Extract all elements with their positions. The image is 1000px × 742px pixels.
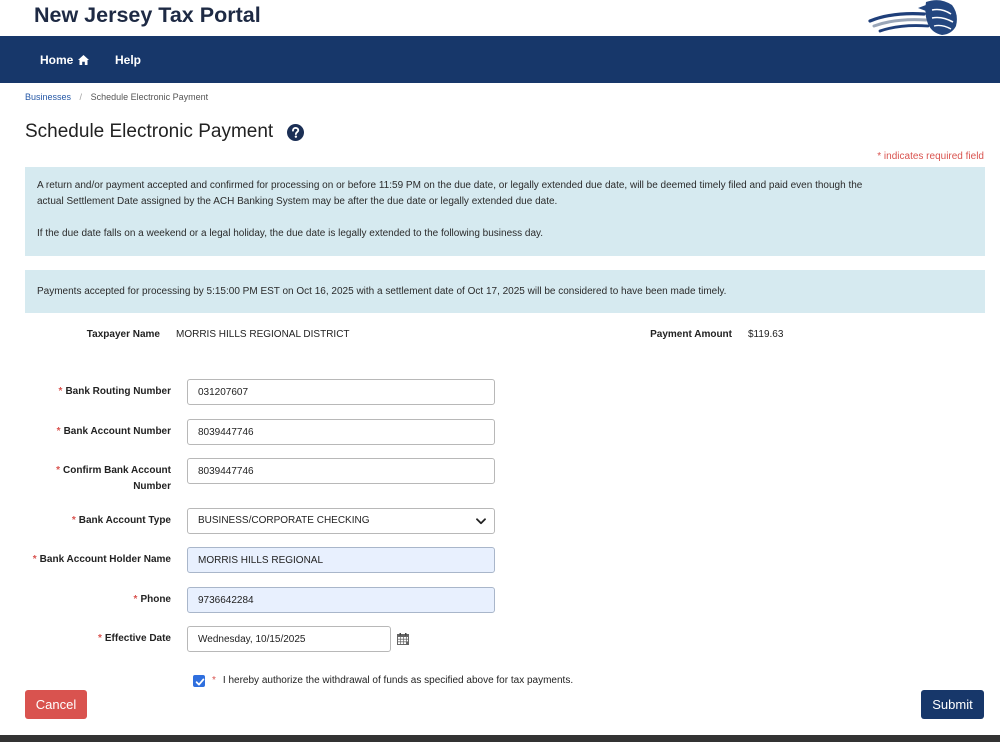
routing-number-label bbox=[25, 379, 171, 400]
field-label-text: Phone bbox=[140, 594, 171, 605]
account-type-label bbox=[25, 508, 171, 529]
field-label-text: Bank Routing Number bbox=[65, 386, 171, 397]
breadcrumb-current: Schedule Electronic Payment bbox=[90, 92, 209, 102]
nav-home-label: Home bbox=[40, 52, 74, 67]
taxpayer-name-label: Taxpayer Name bbox=[86, 329, 160, 340]
chevron-down-icon bbox=[476, 518, 486, 525]
payment-amount-label: Payment Amount bbox=[650, 329, 732, 340]
authorize-checkbox[interactable] bbox=[193, 675, 205, 687]
phone-row bbox=[25, 587, 495, 613]
timely-filing-notice bbox=[25, 167, 985, 256]
required-marker: * bbox=[133, 594, 138, 605]
confirm-account-number-label bbox=[25, 458, 171, 495]
required-marker: * bbox=[56, 465, 61, 476]
confirm-account-number-row bbox=[25, 458, 495, 492]
breadcrumb-separator: / bbox=[79, 92, 83, 102]
notice-line: A return and/or payment accepted and confirmed for processing on or before 11:59 PM on the due date, or legally extended due date, will be deemed timely filed and paid even though the bbox=[37, 180, 863, 191]
required-field-note: * indicates required field bbox=[877, 151, 984, 162]
required-marker: * bbox=[71, 515, 76, 526]
submit-button[interactable]: Submit bbox=[921, 690, 984, 719]
field-label-text: Bank Account Number bbox=[63, 426, 171, 437]
field-label-text: Bank Account Type bbox=[78, 515, 171, 526]
effective-date-input[interactable] bbox=[187, 626, 391, 652]
notice-line: actual Settlement Date assigned by the ACH Banking System may be after the due date or legally extended due date. bbox=[37, 196, 558, 207]
field-label-text: Confirm Bank Account Number bbox=[63, 465, 171, 492]
required-marker: * bbox=[56, 426, 61, 437]
nav-help-label: Help bbox=[115, 52, 142, 67]
authorization-text: I hereby authorize the withdrawal of funds as specified above for tax payments. bbox=[222, 675, 574, 686]
payment-amount-value: $119.63 bbox=[748, 329, 784, 340]
account-holder-name-input[interactable] bbox=[187, 547, 495, 573]
account-number-row bbox=[25, 419, 495, 445]
question-circle-icon[interactable] bbox=[287, 124, 304, 141]
main-nav bbox=[0, 36, 1000, 83]
phone-input[interactable] bbox=[187, 587, 495, 613]
breadcrumb-businesses-link[interactable]: Businesses bbox=[25, 92, 72, 102]
nav-help-link[interactable] bbox=[115, 36, 141, 83]
nj-eagle-logo-icon bbox=[862, 0, 962, 36]
authorization-row bbox=[193, 674, 573, 688]
field-label-text: Effective Date bbox=[104, 633, 171, 644]
home-icon bbox=[78, 55, 89, 65]
processing-cutoff-notice bbox=[25, 270, 985, 313]
routing-number-input[interactable] bbox=[187, 379, 495, 405]
effective-date-row bbox=[25, 626, 495, 652]
account-type-row bbox=[25, 508, 495, 534]
required-marker: * bbox=[97, 633, 102, 644]
phone-label bbox=[25, 587, 171, 608]
required-marker: * bbox=[32, 554, 37, 565]
required-marker: * bbox=[58, 386, 63, 397]
required-marker: * bbox=[212, 675, 216, 686]
nav-home-link[interactable] bbox=[40, 36, 89, 83]
page-title-row bbox=[25, 120, 304, 144]
breadcrumb bbox=[25, 91, 208, 103]
account-number-label bbox=[25, 419, 171, 440]
routing-number-row bbox=[25, 379, 495, 405]
notice-spacer bbox=[37, 210, 973, 226]
calendar-icon[interactable] bbox=[397, 633, 409, 645]
site-title: New Jersey Tax Portal bbox=[34, 3, 261, 27]
account-type-selected-value: BUSINESS/CORPORATE CHECKING bbox=[198, 515, 370, 526]
cancel-button[interactable]: Cancel bbox=[25, 690, 87, 719]
effective-date-label bbox=[25, 626, 171, 647]
notice-line: Payments accepted for processing by 5:15:00 PM EST on Oct 16, 2025 with a settlement date of Oct 17, 2025 will be considered to have been made timely. bbox=[37, 286, 727, 297]
notice-line: If the due date falls on a weekend or a legal holiday, the due date is legally extended to the following business day. bbox=[37, 228, 544, 239]
account-number-input[interactable] bbox=[187, 419, 495, 445]
page-title: Schedule Electronic Payment bbox=[25, 121, 274, 142]
account-holder-name-row bbox=[25, 547, 495, 573]
account-holder-name-label bbox=[25, 547, 171, 568]
footer-strip bbox=[0, 735, 1000, 742]
checkmark-icon bbox=[194, 676, 206, 688]
field-label-text: Bank Account Holder Name bbox=[39, 554, 171, 565]
site-header bbox=[0, 0, 1000, 36]
taxpayer-name-value: MORRIS HILLS REGIONAL DISTRICT bbox=[176, 329, 350, 340]
account-type-select[interactable] bbox=[187, 508, 495, 534]
confirm-account-number-input[interactable] bbox=[187, 458, 495, 484]
